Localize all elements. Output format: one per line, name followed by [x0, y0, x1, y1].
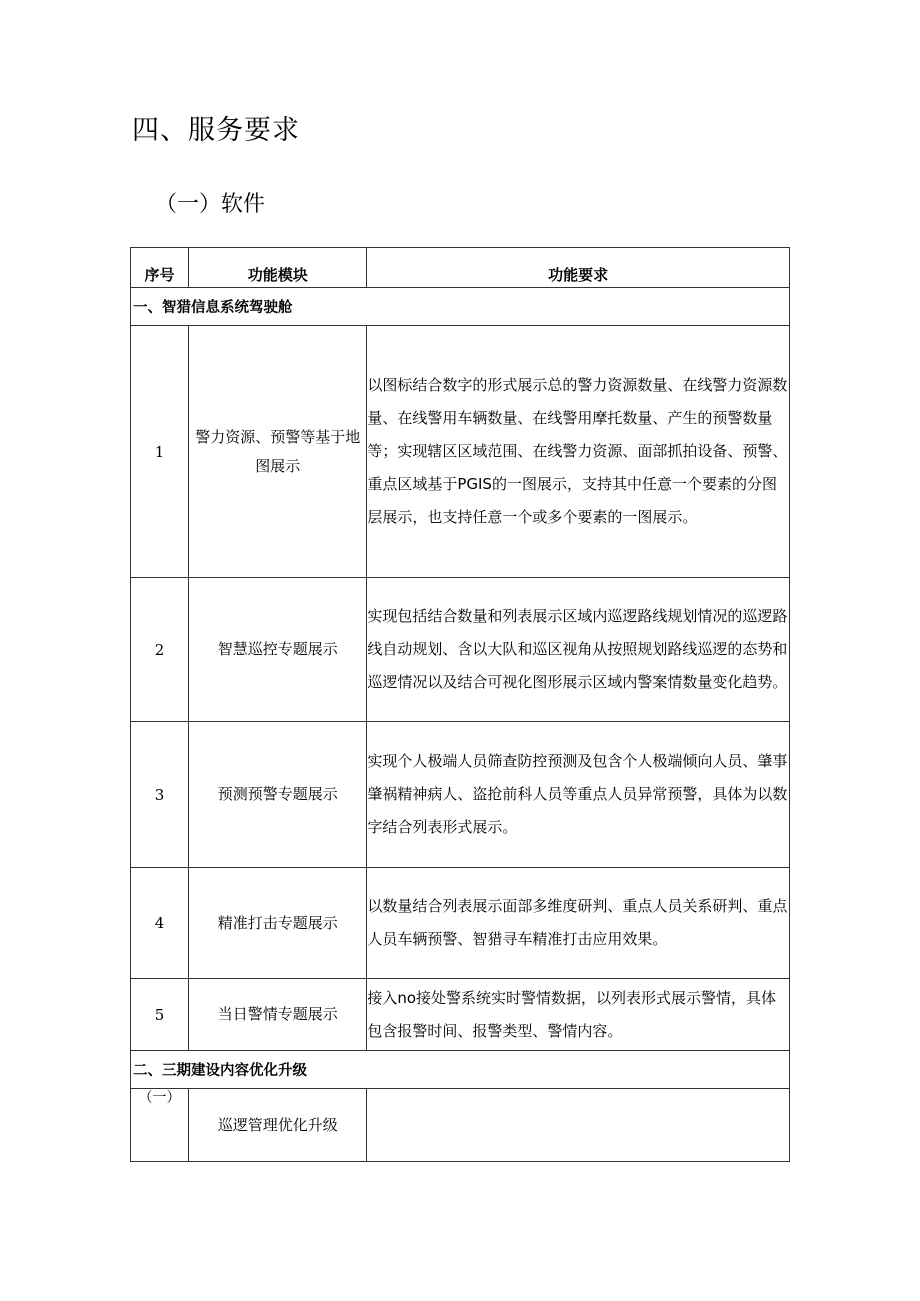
table-row — [131, 326, 790, 578]
table-row — [131, 578, 790, 722]
table-row — [131, 722, 790, 868]
subsection-heading: （一）软件 — [155, 192, 266, 217]
section-heading: 四、服务要求 — [132, 115, 300, 146]
group-title: 二、三期建设内容优化升级 — [131, 1051, 790, 1089]
header-module: 功能模块 — [189, 248, 367, 288]
row-requirement: 实现个人极端人员筛查防控预测及包含个人极端倾向人员、肇事肇祸精神病人、盗抢前科人员等重点人员异常预警，具体为以数字结合列表形式展示。 — [367, 722, 790, 868]
row-seq: 1 — [131, 326, 189, 578]
row-seq: 4 — [131, 868, 189, 979]
table-row — [131, 868, 790, 979]
row-requirement: 以图标结合数字的形式展示总的警力资源数量、在线警力资源数量、在线警用车辆数量、在线警用摩托数量、产生的预警数量等；实现辖区区域范围、在线警力资源、面部抓拍设备、预警、重点区域基于PGIS的一图展示，支持其中任意一个要素的分图层展示，也支持任意一个或多个要素的一图展示。 — [367, 326, 790, 578]
group-title: 一、智猎信息系统驾驶舱 — [131, 288, 790, 326]
row-module: 警力资源、预警等基于地图展示 — [189, 326, 367, 578]
table-row — [131, 1089, 790, 1162]
row-requirement — [367, 1089, 790, 1162]
table-row — [131, 979, 790, 1051]
header-requirement: 功能要求 — [367, 248, 790, 288]
row-module: 当日警情专题展示 — [189, 979, 367, 1051]
table-header-row — [131, 248, 790, 288]
row-requirement: 以数量结合列表展示面部多维度研判、重点人员关系研判、重点人员车辆预警、智猎寻车精准打击应用效果。 — [367, 868, 790, 979]
row-seq: 5 — [131, 979, 189, 1051]
group-row — [131, 288, 790, 326]
requirements-table — [130, 247, 790, 1162]
row-requirement: 实现包括结合数量和列表展示区域内巡逻路线规划情况的巡逻路线自动规划、含以大队和巡区视角从按照规划路线巡逻的态势和巡逻情况以及结合可视化图形展示区域内警案情数量变化趋势。 — [367, 578, 790, 722]
row-requirement: 接入no接处警系统实时警情数据，以列表形式展示警情，具体包含报警时间、报警类型、警情内容。 — [367, 979, 790, 1051]
row-module: 智慧巡控专题展示 — [189, 578, 367, 722]
row-module: 精准打击专题展示 — [189, 868, 367, 979]
row-module: 预测预警专题展示 — [189, 722, 367, 868]
row-seq: 3 — [131, 722, 189, 868]
group-row — [131, 1051, 790, 1089]
row-seq: （一） — [131, 1089, 189, 1162]
header-seq: 序号 — [131, 248, 189, 288]
row-seq: 2 — [131, 578, 189, 722]
row-module: 巡逻管理优化升级 — [189, 1089, 367, 1162]
